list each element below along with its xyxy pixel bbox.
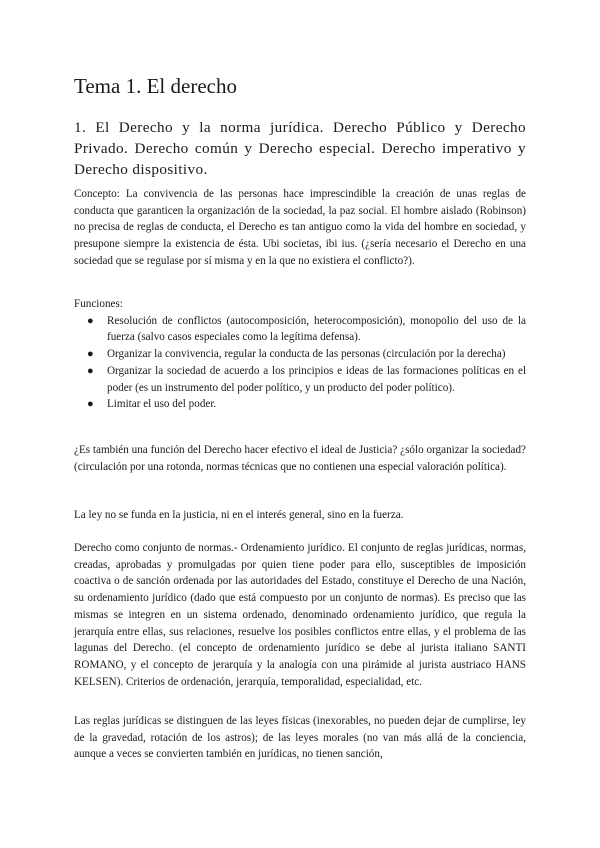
funciones-block: [74, 296, 526, 413]
list-item: [74, 346, 526, 363]
reglas-block: [74, 713, 526, 763]
section-heading: 1. El Derecho y la norma jurídica. Derecho Público y Derecho Privado. Derecho común y Derecho especial. Derecho imperativo y Derecho dispositivo.: [74, 119, 526, 178]
list-item: [74, 313, 526, 346]
ley-paragraph: La ley no se funda en la justicia, ni en el interés general, sino en la fuerza.: [74, 509, 404, 521]
bullet-icon: ●: [87, 364, 94, 377]
list-item-text: Organizar la convivencia, regular la conducta de las personas (circulación por la derecha): [107, 348, 506, 361]
list-item-text: Limitar el uso del poder.: [107, 398, 217, 411]
ley-block: [74, 507, 526, 524]
funciones-label: Funciones:: [74, 298, 123, 310]
list-item-text: Organizar la sociedad de acuerdo a los principios e ideas de las formaciones políticas en el poder (es un instrumento del poder político, y un producto del poder político).: [107, 364, 526, 394]
funciones-list: [74, 313, 526, 413]
list-item: [74, 396, 526, 413]
pregunta-block: [74, 442, 526, 475]
ordenamiento-block: [74, 540, 526, 690]
list-item: [74, 363, 526, 396]
bullet-icon: ●: [87, 348, 94, 361]
bullet-icon: ●: [87, 314, 94, 327]
bullet-icon: ●: [87, 398, 94, 411]
concepto-block: [74, 186, 526, 270]
list-item-text: Resolución de conflictos (autocomposición, heterocomposición), monopolio del uso de la fuerza (salvo casos especiales como la legítima defensa).: [107, 314, 526, 344]
ordenamiento-paragraph: Derecho como conjunto de normas.- Ordenamiento jurídico. El conjunto de reglas jurídicas, normas, creadas, aprobadas y promulgadas por quien tiene poder para ello, susceptibles de imposición coactiva o de sanción ordenada por las autoridades del Estado, constituye el Derecho de una Nación, su ordenamiento jurídico (dado que está compuesto por un conjunto de normas). Es preciso que las mismas se integren en un sistema ordenado, denominado ordenamiento jurídico, que regula la jerarquía entre ellas, sus relaciones, resuelve los posibles conflictos entre ellas, y el problema de las lagunas del Derecho. (el concepto de ordenamiento jurídico se debe al jurista italiano SANTI ROMANO, y el concepto de jerarquía y la analogía con una pirámide al jurista austriaco HANS KELSEN). Criterios de ordenación, jerarquía, temporalidad, especialidad, etc.: [74, 542, 526, 688]
document-title: Tema 1. El derecho: [74, 74, 237, 98]
concepto-paragraph: Concepto: La convivencia de las personas hace imprescindible la creación de unas reglas de conducta que garanticen la organización de la sociedad, la paz social. El hombre aislado (Robinson) no precisa de reglas de conducta, el Derecho es tan antiguo como la vida del hombre en sociedad, y presupone siempre la existencia de ésta. Ubi societas, ibi ius. (¿sería necesario el Derecho en una sociedad que se regulase por sí misma y en la que no existiera el conflicto?).: [74, 188, 526, 267]
pregunta-paragraph: ¿Es también una función del Derecho hacer efectivo el ideal de Justicia? ¿sólo organizar la sociedad? (circulación por una rotonda, normas técnicas que no contienen una especial valoración política).: [74, 444, 526, 473]
reglas-paragraph: Las reglas jurídicas se distinguen de las leyes físicas (inexorables, no pueden dejar de cumplirse, ley de la gravedad, rotación de los astros); de las leyes morales (no van más allá de la conciencia, aunque a veces se convierten también en jurídicas, no tienen sanción,: [74, 715, 526, 761]
